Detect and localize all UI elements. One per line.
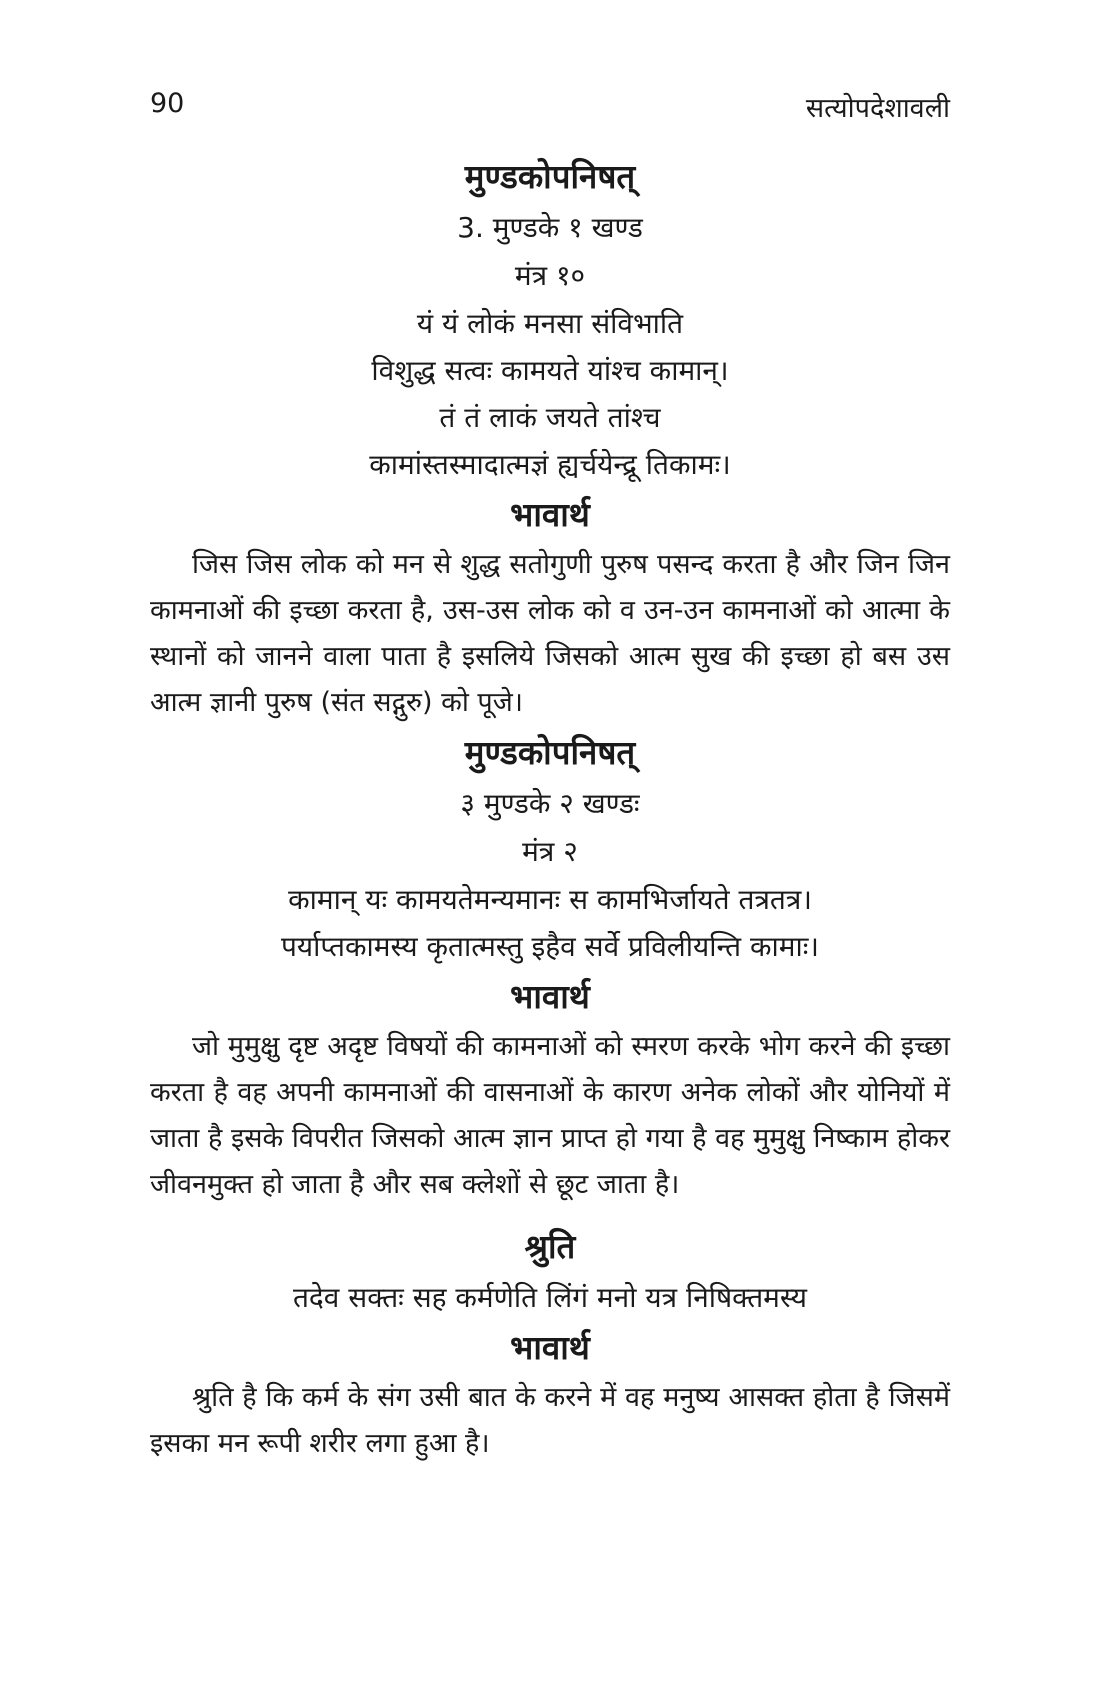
page-header	[150, 88, 950, 128]
mantra-number: मंत्र २	[522, 835, 578, 868]
mantra-number: मंत्र १०	[514, 259, 586, 292]
verse-line: तं तं लाकं जयते तांश्च	[439, 401, 661, 434]
verse-line: पर्याप्तकामस्य कृतात्मस्तु इहैव सर्वे प्रविलीयन्ति कामाः।	[280, 930, 820, 963]
verse-line: कामान् यः कामयतेमन्यमानः स कामभिर्जायते तत्रतत्र।	[288, 883, 812, 916]
meaning-heading: भावार्थ	[510, 1328, 590, 1367]
verse-line: यं यं लोकं मनसा संविभाति	[416, 307, 684, 340]
meaning-heading: भावार्थ	[510, 495, 590, 534]
page-content	[150, 150, 950, 1467]
section-title: श्रुति	[524, 1227, 576, 1266]
section-title: मुण्डकोपनिषत्	[464, 733, 636, 772]
section-shruti	[150, 1220, 950, 1467]
meaning-heading: भावार्थ	[510, 977, 590, 1016]
section-reference: 3. मुण्डके १ खण्ड	[457, 211, 643, 244]
verse-line: विशुद्ध सत्वः कामयते यांश्च कामान्।	[371, 354, 729, 387]
running-title: सत्योपदेशावली	[805, 93, 950, 124]
section-mundaka-2	[150, 726, 950, 1208]
meaning-paragraph: जो मुमुक्षु दृष्ट अदृष्ट विषयों की कामनाओं को स्मरण करके भोग करने की इच्छा करता है वह अपनी कामनाओं की वासनाओं के कारण अनेक लोकों और योनियों में जाता है इसके विपरीत जिसको आत्म ज्ञान प्राप्त हो गया है वह मुमुक्षु निष्काम होकर जीवनमुक्त हो जाता है और सब क्लेशों से छूट जाता है।	[150, 1031, 950, 1200]
page-number: 90	[150, 88, 185, 119]
section-title: मुण्डकोपनिषत्	[464, 157, 636, 196]
verse-line: कामांस्तस्मादात्मज्ञं ह्यर्चयेन्द्रू तिकामः।	[369, 448, 731, 481]
section-reference: ३ मुण्डके २ खण्डः	[460, 787, 640, 820]
meaning-paragraph: जिस जिस लोक को मन से शुद्ध सतोगुणी पुरुष पसन्द करता है और जिन जिन कामनाओं की इच्छा करता है, उस-उस लोक को व उन-उन कामनाओं को आत्मा के स्थानों को जानने वाला पाता है इसलिये जिसको आत्म सुख की इच्छा हो बस उस आत्म ज्ञानी पुरुष (संत सद्गुरु) को पूजे।	[150, 549, 950, 718]
section-mundaka-1	[150, 150, 950, 726]
verse-line: तदेव सक्तः सह कर्मणेति लिंगं मनो यत्र निषिक्तमस्य	[292, 1281, 808, 1314]
meaning-paragraph: श्रुति है कि कर्म के संग उसी बात के करने में वह मनुष्य आसक्त होता है जिसमें इसका मन रूपी शरीर लगा हुआ है।	[150, 1382, 950, 1459]
